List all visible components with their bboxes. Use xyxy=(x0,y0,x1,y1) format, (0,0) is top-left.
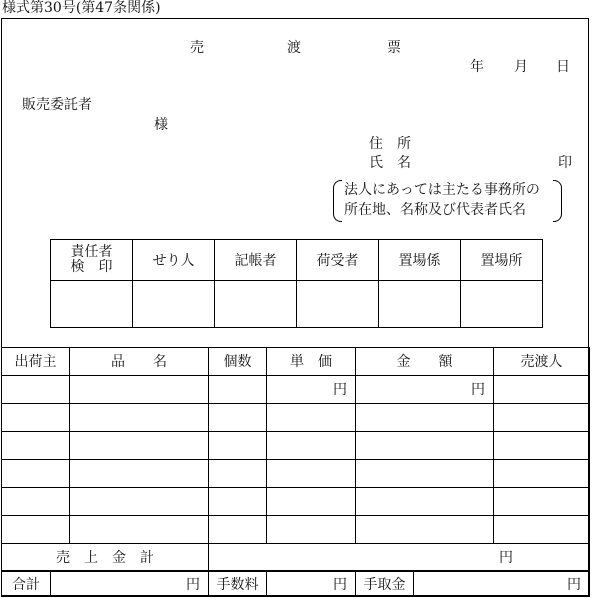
cell-amount[interactable] xyxy=(356,459,494,487)
cell-buyer[interactable] xyxy=(494,515,590,543)
honorific-label: 様 xyxy=(154,117,168,133)
stamp-cell[interactable] xyxy=(461,281,543,328)
cell-shipper[interactable] xyxy=(2,515,70,543)
sales-table xyxy=(1,347,590,572)
total-value[interactable]: 円 xyxy=(51,571,209,597)
consignor-label: 販売委託者 xyxy=(22,97,92,113)
header-buyer: 売渡人 xyxy=(494,347,590,375)
cell-quantity[interactable] xyxy=(209,403,267,431)
cell-item-name[interactable] xyxy=(70,403,209,431)
date-month-label: 月 xyxy=(514,59,528,75)
cell-unit-price[interactable]: 円 xyxy=(267,375,356,403)
staff-header-receiver: 荷受者 xyxy=(297,240,379,281)
stamp-cell[interactable] xyxy=(379,281,461,328)
staff-check-table xyxy=(50,239,543,328)
header-amount: 金 額 xyxy=(356,347,494,375)
net-label: 手取金 xyxy=(356,571,414,597)
header-item-name: 品 名 xyxy=(70,347,209,375)
stamp-cell[interactable] xyxy=(215,281,297,328)
cell-shipper[interactable] xyxy=(2,403,70,431)
cell-item-name[interactable] xyxy=(70,375,209,403)
stamp-cell[interactable] xyxy=(297,281,379,328)
address-label: 住 所 xyxy=(369,136,411,152)
staff-header-storage-place: 置場所 xyxy=(461,240,543,281)
cell-quantity[interactable] xyxy=(209,487,267,515)
fee-label: 手数料 xyxy=(209,571,267,597)
title-char-3: 票 xyxy=(387,40,401,56)
name-label: 氏 名 xyxy=(369,155,411,171)
cell-amount[interactable]: 円 xyxy=(356,375,494,403)
stamp-cell[interactable] xyxy=(133,281,215,328)
cell-amount[interactable] xyxy=(356,515,494,543)
cell-unit-price[interactable] xyxy=(267,403,356,431)
date-year-label: 年 xyxy=(470,59,484,75)
cell-shipper[interactable] xyxy=(2,431,70,459)
sales-total-value[interactable]: 円 xyxy=(209,543,590,571)
staff-header-auctioneer: せり人 xyxy=(133,240,215,281)
cell-buyer[interactable] xyxy=(494,459,590,487)
title-char-2: 渡 xyxy=(287,40,301,56)
cell-buyer[interactable] xyxy=(494,487,590,515)
corp-note-line-1: 法人にあっては主たる事務所の xyxy=(344,182,540,198)
seal-mark: 印 xyxy=(558,155,572,171)
cell-item-name[interactable] xyxy=(70,431,209,459)
cell-quantity[interactable] xyxy=(209,375,267,403)
cell-shipper[interactable] xyxy=(2,375,70,403)
cell-buyer[interactable] xyxy=(494,431,590,459)
title-char-1: 売 xyxy=(190,40,204,56)
cell-amount[interactable] xyxy=(356,431,494,459)
cell-amount[interactable] xyxy=(356,403,494,431)
form-number-label: 様式第30号(第47条関係) xyxy=(2,0,161,16)
cell-unit-price[interactable] xyxy=(267,515,356,543)
cell-unit-price[interactable] xyxy=(267,487,356,515)
header-shipper: 出荷主 xyxy=(2,347,70,375)
cell-item-name[interactable] xyxy=(70,487,209,515)
corp-note-line-2: 所在地、名称及び代表者氏名 xyxy=(344,202,526,218)
staff-header-inspector: 責任者 検 印 xyxy=(51,240,133,281)
cell-quantity[interactable] xyxy=(209,431,267,459)
net-value[interactable]: 円 xyxy=(414,571,590,597)
staff-header-storage-clerk: 置場係 xyxy=(379,240,461,281)
cell-shipper[interactable] xyxy=(2,459,70,487)
cell-item-name[interactable] xyxy=(70,515,209,543)
cell-shipper[interactable] xyxy=(2,487,70,515)
note-bracket-left xyxy=(333,180,342,222)
header-quantity: 個数 xyxy=(209,347,267,375)
cell-quantity[interactable] xyxy=(209,515,267,543)
header-unit-price: 単 価 xyxy=(267,347,356,375)
total-label: 合計 xyxy=(2,571,51,597)
note-bracket-right xyxy=(553,180,562,222)
cell-amount[interactable] xyxy=(356,487,494,515)
staff-header-recorder: 記帳者 xyxy=(215,240,297,281)
date-day-label: 日 xyxy=(556,59,570,75)
fee-value[interactable]: 円 xyxy=(267,571,356,597)
cell-buyer[interactable] xyxy=(494,375,590,403)
cell-buyer[interactable] xyxy=(494,403,590,431)
cell-unit-price[interactable] xyxy=(267,459,356,487)
cell-unit-price[interactable] xyxy=(267,431,356,459)
sales-total-label: 売 上 金 計 xyxy=(2,543,209,571)
cell-quantity[interactable] xyxy=(209,459,267,487)
stamp-cell[interactable] xyxy=(51,281,133,328)
cell-item-name[interactable] xyxy=(70,459,209,487)
settlement-table xyxy=(1,570,590,597)
